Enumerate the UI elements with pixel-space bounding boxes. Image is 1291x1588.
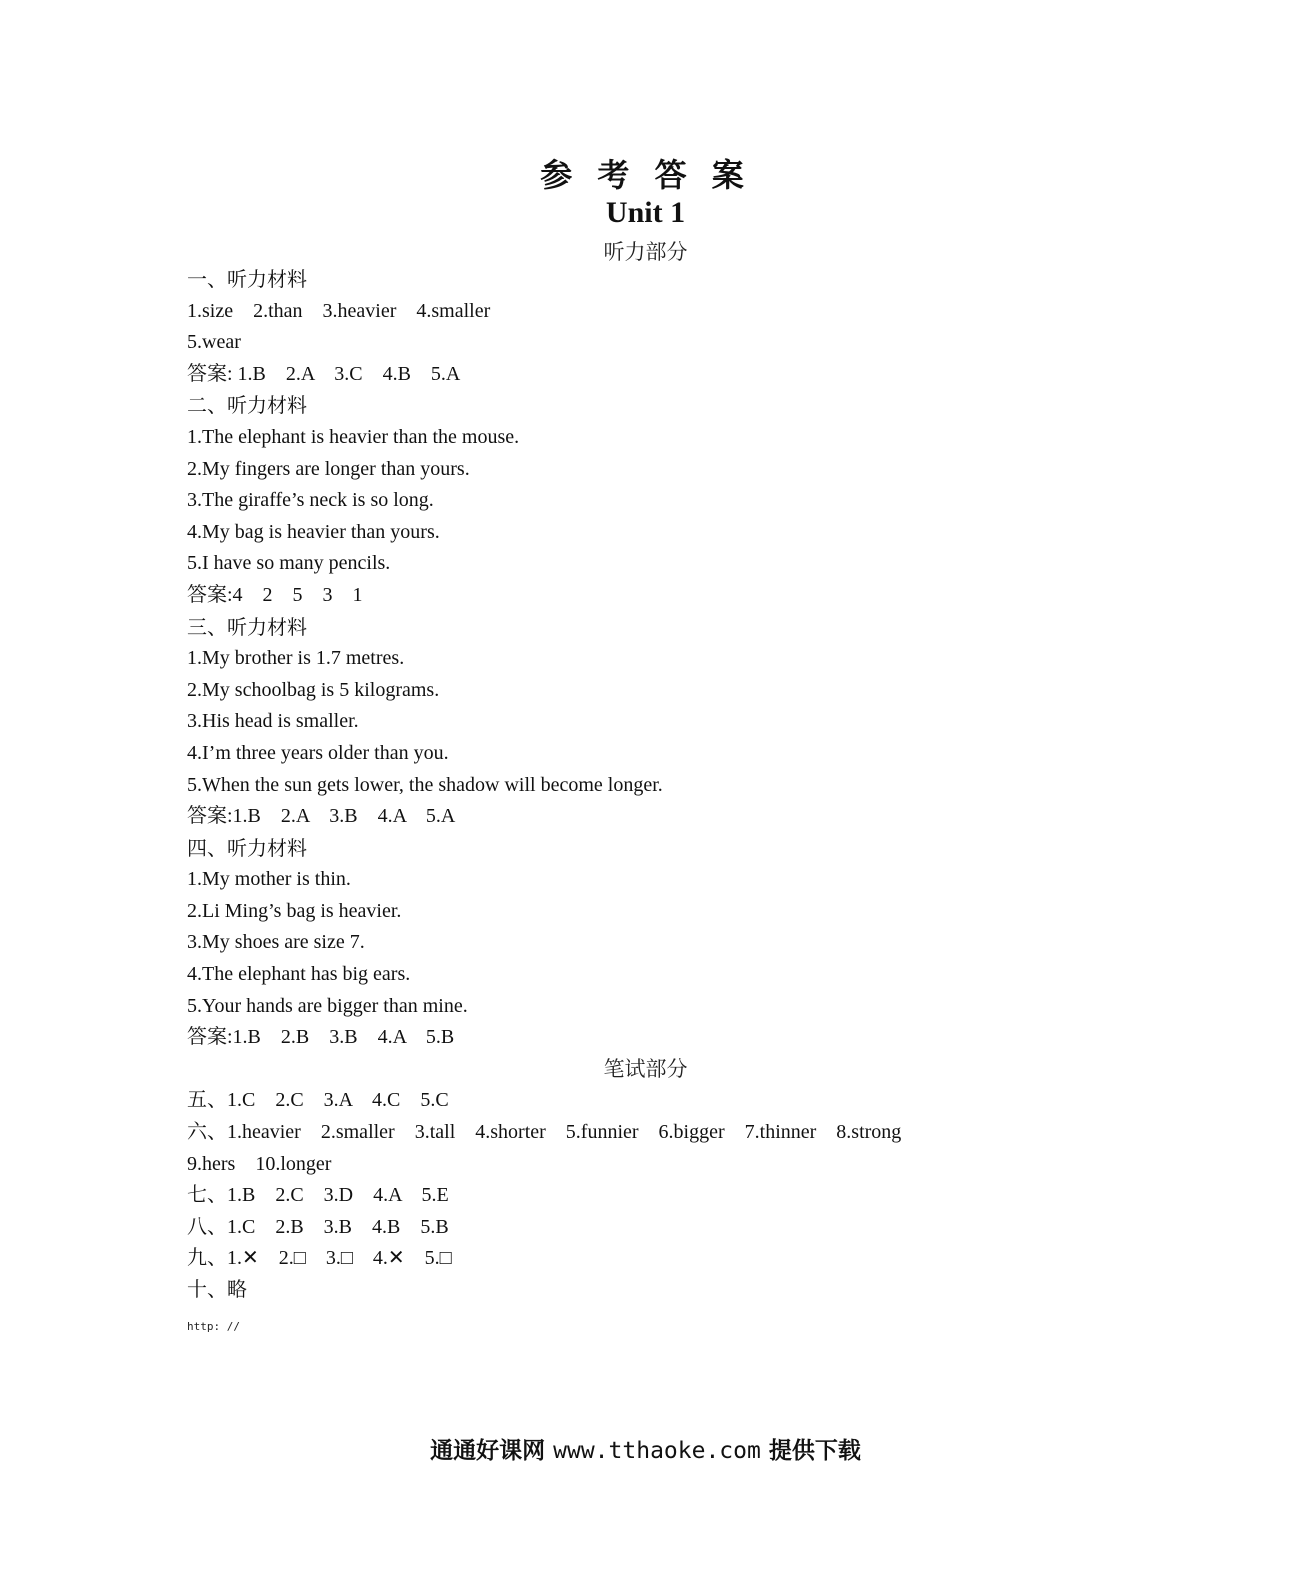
question-heading: 一、听力材料 <box>187 267 307 291</box>
answer-line: 1.The elephant is heavier than the mouse. <box>187 425 520 448</box>
answer-line: 六、1.heavier 2.smaller 3.tall 4.shorter 5.funnier 6.bigger 7.thinner 8.strong <box>187 1121 902 1144</box>
answer-line: 3.My shoes are size 7. <box>187 931 365 954</box>
answer-line: 3.His head is smaller. <box>187 710 359 733</box>
answer-line: 答案:4 2 5 3 1 <box>187 583 363 606</box>
answer-line: 答案:1.B 2.B 3.B 4.A 5.B <box>187 1026 455 1049</box>
answer-line: 2.My schoolbag is 5 kilograms. <box>187 678 440 701</box>
answer-line: 4.My bag is heavier than yours. <box>187 520 440 543</box>
answer-line: 九、1.✕ 2.□ 3.□ 4.✕ 5.□ <box>187 1247 452 1270</box>
answer-line: 4.I’m three years older than you. <box>187 741 449 764</box>
download-footer <box>0 1432 1291 1465</box>
answer-line: 答案:1.B 2.A 3.B 4.A 5.A <box>187 805 456 828</box>
answer-line: 5.wear <box>187 331 241 354</box>
answer-line: 1.My brother is 1.7 metres. <box>187 647 405 670</box>
footer-site-url[interactable]: www.tthaoke.com <box>553 1438 761 1464</box>
answer-line: 9.hers 10.longer <box>187 1152 332 1175</box>
answer-line: 2.My fingers are longer than yours. <box>187 457 470 480</box>
answer-line: 4.The elephant has big ears. <box>187 963 411 986</box>
answer-line: 5.When the sun gets lower, the shadow will become longer. <box>187 773 663 796</box>
footer-site-name: 通通好课网 <box>430 1438 546 1464</box>
answer-line: 5.Your hands are bigger than mine. <box>187 994 468 1017</box>
answer-line: 答案: 1.B 2.A 3.C 4.B 5.A <box>187 362 461 385</box>
listening-answers <box>187 264 1187 1054</box>
question-heading: 二、听力材料 <box>187 393 307 418</box>
answer-line: 五、1.C 2.C 3.A 4.C 5.C <box>187 1089 449 1112</box>
written-section-heading: 笔试部分 <box>603 1056 688 1081</box>
answer-line: 5.I have so many pencils. <box>187 552 391 575</box>
answer-line: 八、1.C 2.B 3.B 4.B 5.B <box>187 1215 449 1238</box>
answer-line: 1.My mother is thin. <box>187 868 351 891</box>
answer-content <box>187 264 1187 1307</box>
question-heading: 四、听力材料 <box>187 835 307 860</box>
footer-download-text: 提供下载 <box>768 1438 861 1464</box>
answer-line: 七、1.B 2.C 3.D 4.A 5.E <box>187 1184 449 1207</box>
answer-line: 2.Li Ming’s bag is heavier. <box>187 899 402 922</box>
answer-line: 1.size 2.than 3.heavier 4.smaller <box>187 299 491 322</box>
written-answers <box>187 1085 1187 1306</box>
answer-line: 3.The giraffe’s neck is so long. <box>187 489 434 512</box>
answer-line: 十、略 <box>187 1279 247 1301</box>
listening-section-heading: 听力部分 <box>603 240 688 264</box>
footer-url: http: // <box>187 1320 240 1333</box>
page-title: 参 考 答 案 <box>540 156 751 194</box>
question-heading: 三、听力材料 <box>187 614 307 639</box>
unit-heading: Unit 1 <box>605 196 686 229</box>
